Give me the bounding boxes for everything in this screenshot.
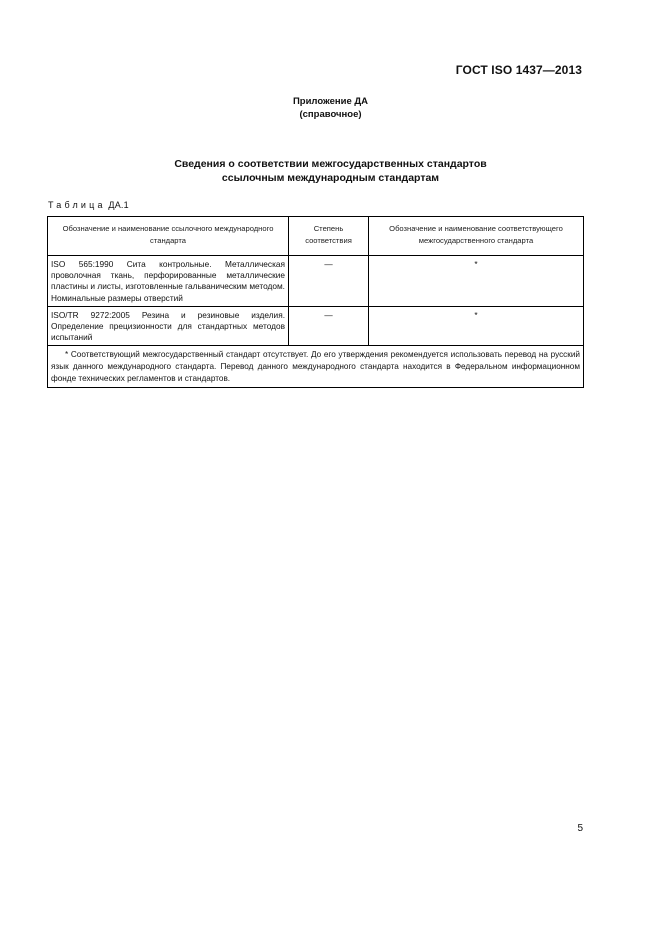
section-heading-line-2: ссылочным международным стандартам (221, 172, 440, 184)
footnote-text: * Соответствующий межгосударственный стандарт отсутствует. До его утверждения рекомендуется использовать перевод на русский язык данного международного стандарта. Перевод данного международного стандарта находится в Федеральном информационном фонде технических регламентов и стандартов. (51, 350, 580, 384)
page-number: 5 (577, 823, 583, 834)
header-interstate-standard: Обозначение и наименование соответствующего межгосударственного стандарта (369, 217, 584, 256)
appendix-note: (справочное) (299, 109, 362, 120)
row-degree: — (289, 256, 369, 307)
table-footnote (48, 346, 584, 388)
table-header-row (48, 217, 584, 256)
row-designation: ISO/TR 9272:2005 Резина и резиновые изделия. Определение прецизионности для стандартных методов испытаний (48, 306, 289, 346)
appendix-title: Приложение ДА (292, 96, 369, 107)
table-caption-number: ДА.1 (108, 200, 129, 210)
row-degree: — (289, 306, 369, 346)
table-caption (48, 200, 129, 210)
section-heading (0, 157, 661, 185)
table-row (48, 306, 584, 346)
table-footnote-row (48, 346, 584, 388)
row-designation: ISO 565:1990 Сита контрольные. Металлическая проволочная ткань, перфорированные металлические пластины и листы, изготовленные гальваническим методом. Номинальные размеры отверстий (48, 256, 289, 307)
document-code: ГОСТ ISO 1437—2013 (455, 63, 582, 77)
header-degree: Степень соответствия (289, 217, 369, 256)
row-corresponding: * (369, 256, 584, 307)
table-row (48, 256, 584, 307)
header-international-standard: Обозначение и наименование ссылочного международного стандарта (48, 217, 289, 256)
table-caption-word: Таблица (48, 200, 106, 210)
appendix-block (0, 95, 661, 121)
row-corresponding: * (369, 306, 584, 346)
section-heading-line-1: Сведения о соответствии межгосударственных стандартов (174, 158, 487, 170)
correspondence-table (47, 216, 584, 388)
